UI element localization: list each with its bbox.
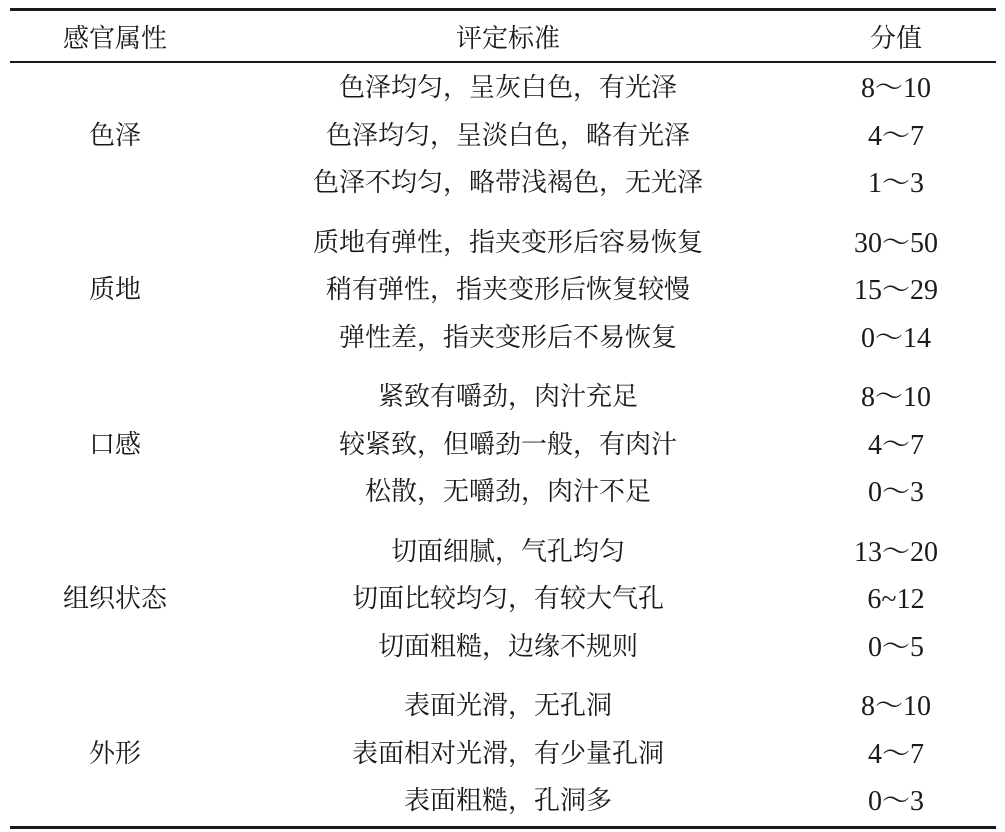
header-attribute: 感官属性: [62, 23, 167, 54]
table-body: [10, 62, 996, 827]
score-cell: 0～3: [867, 477, 924, 508]
score-cell: 6~12: [867, 584, 925, 615]
criterion-cell: 切面比较均匀，有较大气孔: [351, 584, 664, 614]
criterion-cell: 质地有弹性，指夹变形后容易恢复: [312, 227, 703, 258]
criterion-cell: 切面细腻，气孔均匀: [390, 536, 625, 567]
attribute-cell: 外形: [88, 738, 141, 769]
score-cell: 8～10: [860, 382, 931, 413]
attribute-cell: 组织状态: [62, 584, 167, 614]
score-cell: 8～10: [860, 691, 931, 722]
score-cell: 1～3: [867, 168, 924, 199]
table-header: [10, 10, 996, 63]
score-cell: 8～10: [860, 73, 931, 104]
attribute-cell: 质地: [88, 275, 141, 305]
score-cell: 4～7: [867, 429, 924, 461]
criterion-cell: 弹性差，指夹变形后不易恢复: [338, 322, 677, 353]
attribute-cell: 口感: [88, 429, 141, 460]
sensory-evaluation-table: [10, 8, 996, 829]
criterion-cell: 表面光滑，无孔洞: [403, 691, 612, 721]
score-cell: 0～3: [867, 786, 924, 817]
criterion-cell: 松散，无嚼劲，肉汁不足: [364, 477, 651, 507]
score-cell: 4～7: [867, 120, 924, 152]
criterion-cell: 较紧致，但嚼劲一般，有肉汁: [338, 429, 677, 460]
sensory-evaluation-table-container: [10, 8, 996, 829]
table-row: [10, 208, 996, 268]
table-row: [10, 362, 996, 422]
header-criterion: 评定标准: [455, 23, 560, 54]
score-cell: 0～5: [867, 631, 924, 663]
score-cell: 0～14: [860, 322, 931, 354]
criterion-cell: 紧致有嚼劲，肉汁充足: [377, 382, 638, 412]
criterion-cell: 色泽不均匀，略带浅褐色，无光泽: [312, 168, 703, 198]
criterion-cell: 表面相对光滑，有少量孔洞: [351, 738, 664, 769]
attribute-cell: 色泽: [88, 120, 141, 151]
score-cell: 4～7: [867, 738, 924, 770]
criterion-cell: 稍有弹性，指夹变形后恢复较慢: [325, 275, 690, 305]
score-cell: 13～20: [853, 536, 938, 568]
table-row: [10, 62, 996, 113]
header-score: 分值: [869, 23, 922, 54]
criterion-cell: 色泽均匀，呈淡白色，略有光泽: [325, 120, 690, 151]
table-row: [10, 517, 996, 577]
criterion-cell: 切面粗糙，边缘不规则: [377, 631, 638, 662]
score-cell: 15～29: [853, 275, 938, 306]
table-row: [10, 671, 996, 731]
score-cell: 30～50: [853, 227, 938, 259]
header-row: [10, 10, 996, 63]
criterion-cell: 表面粗糙，孔洞多: [403, 786, 612, 816]
criterion-cell: 色泽均匀，呈灰白色，有光泽: [338, 73, 677, 103]
